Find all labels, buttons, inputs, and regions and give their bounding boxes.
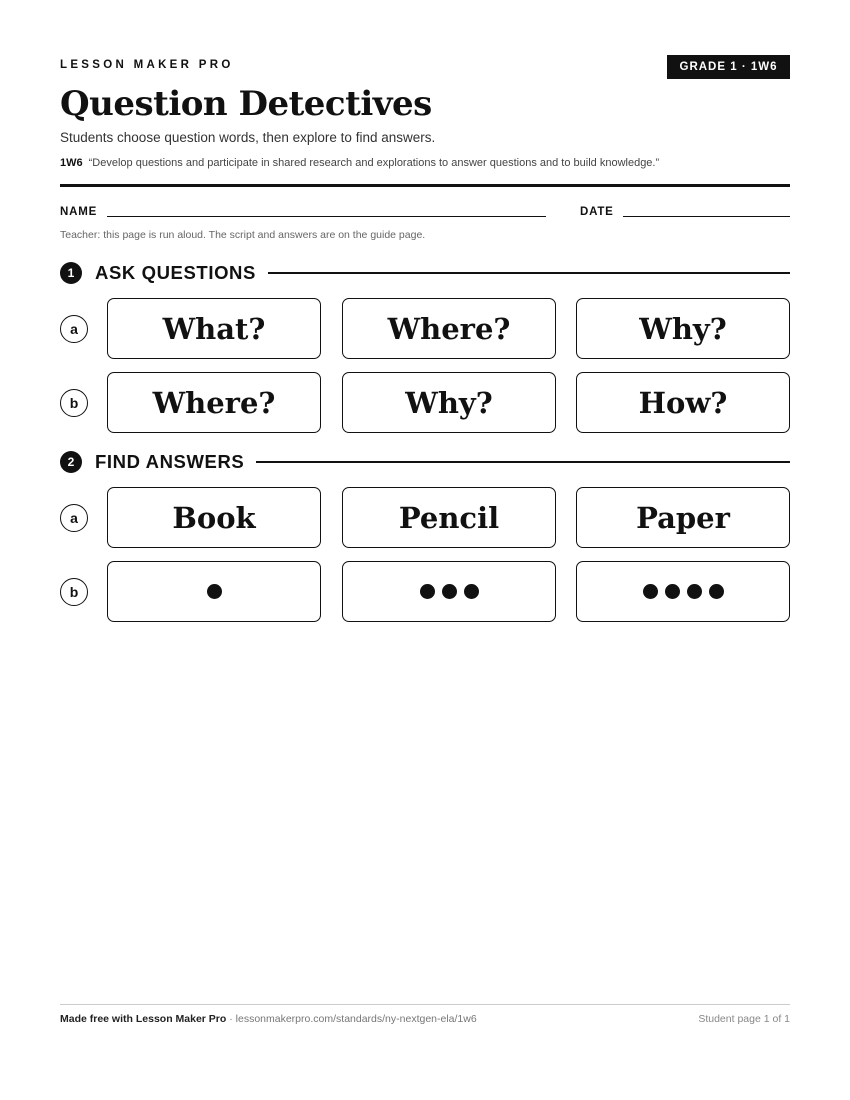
count-dot (207, 584, 222, 599)
answer-card[interactable] (342, 487, 556, 548)
footer-made-with: Made free with Lesson Maker Pro (60, 1013, 227, 1025)
dot-group (420, 584, 479, 599)
row-label-a: a (60, 504, 88, 532)
name-label: NAME (60, 206, 98, 218)
card-word: Paper (636, 500, 730, 535)
dot-group (207, 584, 222, 599)
card-word: Where? (387, 311, 511, 346)
standard-text: “Develop questions and participate in shared research and explorations to answer questions and to build knowledge.” (88, 157, 660, 169)
section-title: ASK QUESTIONS (95, 262, 256, 283)
section-ask-questions (60, 261, 790, 285)
card-word: Why? (639, 311, 727, 346)
card-word: Why? (405, 385, 493, 420)
header-divider (60, 184, 790, 187)
page-subtitle: Students choose question words, then explore to find answers. (60, 130, 436, 145)
card-word: Where? (152, 385, 276, 420)
section-title: FIND ANSWERS (95, 451, 245, 472)
dot-card[interactable] (576, 561, 790, 622)
dot-card[interactable] (107, 561, 321, 622)
dot-card[interactable] (342, 561, 556, 622)
card-word: How? (638, 385, 728, 420)
question-card[interactable] (576, 372, 790, 433)
footer-credit (60, 1013, 477, 1025)
count-dot (420, 584, 435, 599)
count-dot (464, 584, 479, 599)
answer-card[interactable] (107, 487, 321, 548)
question-card[interactable] (107, 372, 321, 433)
question-card[interactable] (107, 298, 321, 359)
standard-statement (60, 157, 659, 169)
row-label-a: a (60, 315, 88, 343)
card-word: What? (162, 311, 266, 346)
page-title: Question Detectives (60, 84, 432, 124)
row-label-b: b (60, 578, 88, 606)
teacher-note: Teacher: this page is run aloud. The script and answers are on the guide page. (60, 229, 426, 241)
section-rule (268, 272, 790, 274)
brand-name: LESSON MAKER PRO (60, 59, 234, 71)
count-dot (643, 584, 658, 599)
count-dot (709, 584, 724, 599)
count-dot (687, 584, 702, 599)
count-dot (665, 584, 680, 599)
standard-code: 1W6 (60, 157, 83, 169)
name-field[interactable] (107, 216, 546, 217)
answer-card[interactable] (576, 487, 790, 548)
card-word: Book (172, 500, 256, 535)
date-label: DATE (580, 206, 614, 218)
footer-separator: · (226, 1013, 236, 1025)
question-card[interactable] (576, 298, 790, 359)
grade-badge: GRADE 1 · 1W6 (667, 55, 790, 79)
card-word: Pencil (398, 500, 500, 535)
count-dot (442, 584, 457, 599)
section-number: 1 (60, 262, 82, 284)
dot-group (643, 584, 724, 599)
footer-page-number: Student page 1 of 1 (698, 1013, 790, 1025)
footer-divider (60, 1004, 790, 1005)
footer-url-link[interactable]: lessonmakerpro.com/standards/ny-nextgen-ela/1w6 (235, 1013, 477, 1025)
date-field[interactable] (623, 216, 790, 217)
question-card[interactable] (342, 298, 556, 359)
section-number: 2 (60, 451, 82, 473)
question-card[interactable] (342, 372, 556, 433)
row-label-b: b (60, 389, 88, 417)
section-rule (256, 461, 790, 463)
section-find-answers (60, 450, 790, 474)
